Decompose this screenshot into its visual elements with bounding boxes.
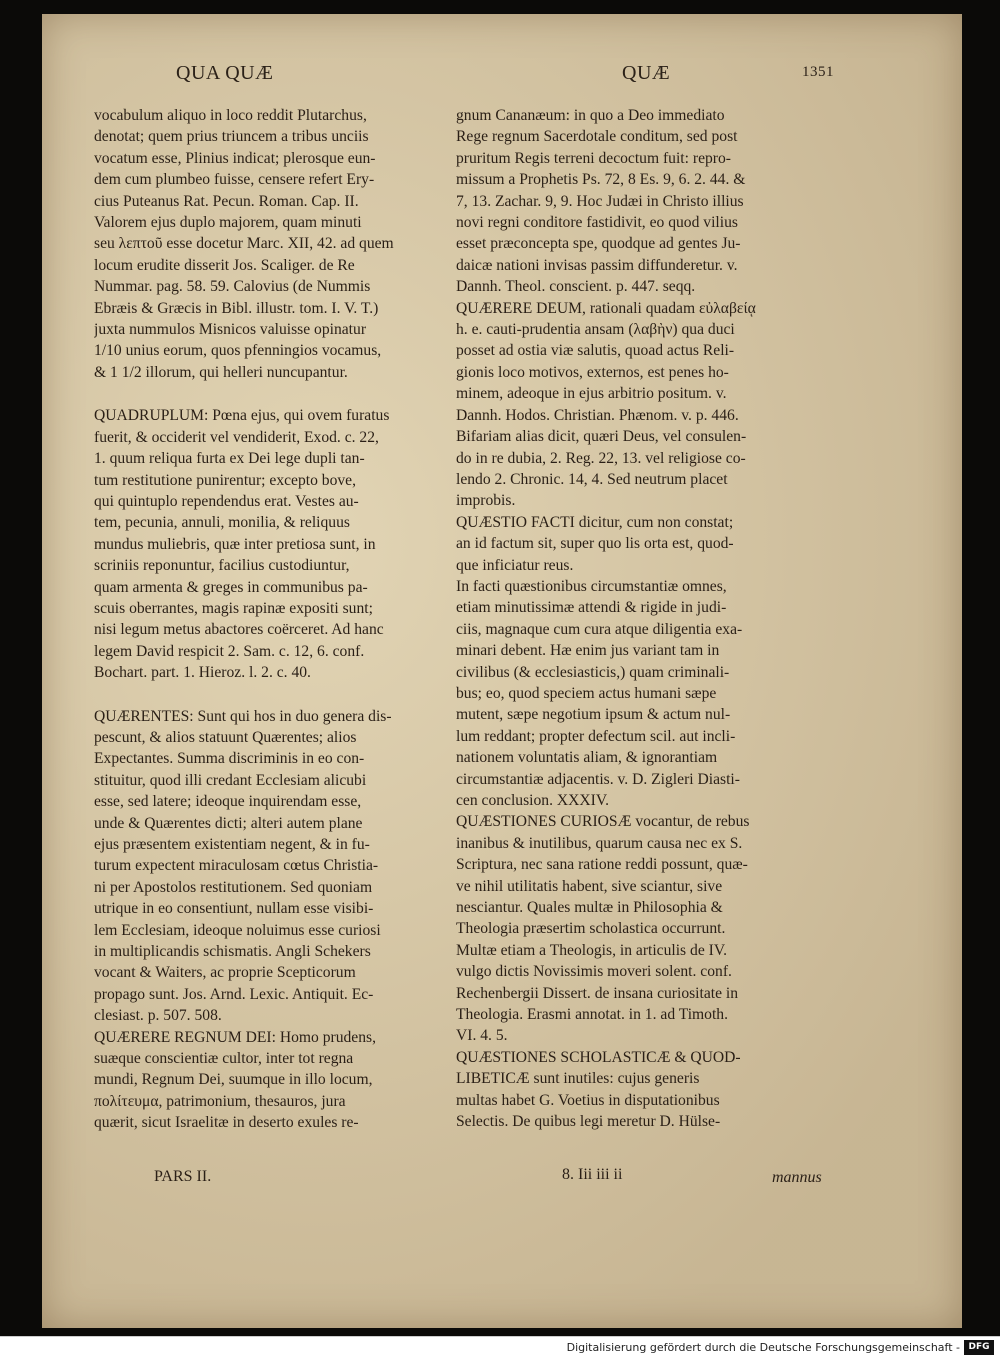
text-line: ejus præsentem existentiam negent, & in fu-: [94, 836, 370, 853]
signature-mark: 8. Iii iii ii: [562, 1166, 623, 1183]
text-line: quam armenta & greges in communibus pa-: [94, 578, 368, 596]
text-line: Rege regnum Sacerdotale conditum, sed post: [456, 128, 738, 146]
text-line: an id factum sit, super quo lis orta est, quod-: [456, 535, 734, 553]
text-line: vulgo dictis Novissimis moveri solent. conf.: [456, 963, 732, 981]
text-line: scuis oberrantes, magis rapinæ expositi sunt;: [94, 599, 373, 617]
text-line: 7, 13. Zachar. 9, 9. Hoc Judæi in Christo illius: [456, 192, 744, 210]
text-line: Theologia præsertim scholastica occurrunt.: [456, 920, 726, 938]
text-line: VI. 4. 5.: [456, 1027, 508, 1045]
text-line: lem Ecclesiam, ideoque noluimus esse curiosi: [94, 921, 381, 939]
text-line: turum expectent miraculosam cœtus Christia-: [94, 857, 379, 875]
right-text-column: [456, 105, 850, 1133]
text-line: gionis loco motivos, externos, est penes ho-: [456, 363, 729, 381]
text-line: quærit, sicut Israelitæ in deserto exules re-: [94, 1114, 359, 1132]
text-line: etiam minutissimæ attendi & rigide in judi-: [456, 599, 727, 617]
text-line: locum erudite disserit Jos. Scaliger. de Re: [94, 256, 355, 274]
text-line: Theologia. Erasmi annotat. in 1. ad Timoth.: [456, 1006, 728, 1024]
text-line: utrique in eo consentiunt, nullam esse visibi-: [94, 900, 374, 918]
text-line: 1/10 unius eorum, quos pfenningios vocamus,: [94, 342, 382, 360]
text-line: propago sunt. Jos. Arnd. Lexic. Antiquit. Ec-: [94, 985, 374, 1003]
text-line: missum a Prophetis Ps. 72, 8 Es. 9, 6. 2. 44. &: [456, 171, 746, 189]
text-line: & 1 1/2 illorum, qui helleri nuncupantur.: [94, 363, 348, 381]
text-line: tem, pecunia, annuli, monilia, & reliquus: [94, 514, 350, 532]
text-line: Nummar. pag. 58. 59. Calovius (de Nummis: [94, 278, 371, 296]
text-line: LIBETICÆ sunt inutiles: cujus generis: [456, 1070, 700, 1088]
text-line: ni per Apostolos restitutionem. Sed quoniam: [94, 878, 373, 896]
text-line: vocant & Waiters, ac proprie Scepticorum: [94, 964, 356, 982]
text-line: Valorem ejus duplo majorem, quam minuti: [94, 214, 362, 232]
text-line: bus; eo, quod speciem actus humani sæpe: [456, 684, 717, 702]
text-line: ve nihil utilitatis habent, sive sciantur, sive: [456, 877, 723, 895]
text-line: scriniis reponuntur, facilius custodiuntur,: [94, 557, 350, 575]
text-line: minari debent. Hæ enim jus variant tam in: [456, 642, 720, 660]
text-line: gnum Cananæum: in quo a Deo immediato: [456, 107, 725, 124]
running-head-right: QUÆ: [622, 62, 671, 84]
text-line: Dannh. Hodos. Christian. Phænom. v. p. 446.: [456, 406, 739, 424]
text-line: cen conclusion. XXXIV.: [456, 792, 610, 809]
text-line: lendo 2. Chronic. 14, 4. Sed neutrum placet: [456, 470, 728, 488]
text-line: esse, sed latere; ideoque inquirendam esse,: [94, 793, 362, 811]
text-line: cius Puteanus Rat. Pecun. Roman. Cap. II.: [94, 192, 359, 210]
text-line: Selectis. De quibus legi meretur D. Hülse-: [456, 1113, 721, 1131]
text-line: esset præconcepta spe, quodque ad gentes Ju-: [456, 235, 741, 253]
paragraph-gap: [94, 383, 488, 405]
text-line: minem, adeoque in ejus arbitrio positum. v.: [456, 385, 727, 403]
text-line: posset ad ostia viæ salutis, quoad actus Reli-: [456, 342, 735, 360]
text-line: ciis, magnaque cum cura atque diligentia exa-: [456, 620, 743, 638]
text-line: seu λεπτοῦ esse docetur Marc. XII, 42. ad quem: [94, 235, 394, 253]
text-line: inanibus & inutilibus, quarum causa nec ex S.: [456, 834, 743, 852]
text-line: QUÆRERE REGNUM DEI: Homo prudens,: [94, 1028, 376, 1046]
text-line: stituitur, quod illi credant Ecclesiam alicubi: [94, 771, 367, 789]
running-head-left: QUA QUÆ: [176, 62, 274, 84]
text-line: Multæ etiam a Theologis, in articulis de IV.: [456, 941, 727, 959]
text-line: QUÆSTIO FACTI dicitur, cum non constat;: [456, 513, 734, 531]
text-line: QUÆRERE DEUM, rationali quadam εὐλαβείᾳ: [456, 299, 756, 317]
text-line: nesciantur. Quales multæ in Philosophia &: [456, 899, 723, 917]
text-line: legem David respicit 2. Sam. c. 12, 6. conf.: [94, 642, 365, 660]
text-line: πολίτευμα, patrimonium, thesauros, jura: [94, 1092, 346, 1110]
text-line: denotat; quem prius triuncem a tribus unciis: [94, 128, 369, 146]
text-line: QUADRUPLUM: Pœna ejus, qui ovem furatus: [94, 407, 390, 425]
text-line: multas habet G. Voetius in disputationibus: [456, 1091, 720, 1109]
text-line: fuerit, & occiderit vel vendiderit, Exod. c. 22,: [94, 428, 379, 446]
text-line: Ebræis & Græcis in Bibl. illustr. tom. I. V. T.): [94, 299, 379, 317]
text-line: do in re dubia, 2. Reg. 22, 13. vel religiose co-: [456, 449, 746, 467]
text-line: dem cum plumbeo fuisse, censere refert Ery-: [94, 171, 375, 189]
text-line: Expectantes. Summa discriminis in eo con-: [94, 750, 365, 768]
signature-pars: PARS II.: [154, 1168, 212, 1185]
text-line: mutent, sæpe negotium ipsum & actum nul-: [456, 706, 731, 724]
text-line: 1. quum reliqua furta ex Dei lege dupli tan-: [94, 450, 365, 468]
text-line: Rechenbergii Dissert. de insana curiositate in: [456, 984, 739, 1002]
text-line: civilibus (& ecclesiasticis,) quam criminali-: [456, 663, 730, 681]
text-line: circumstantiæ adjacentis. v. D. Zigleri Diasti-: [456, 770, 740, 788]
text-line: Dannh. Theol. conscient. p. 447. seqq.: [456, 278, 696, 296]
text-line: qui quintuplo rependendus erat. Vestes au-: [94, 492, 359, 510]
text-line: que inficiatur reus.: [456, 556, 574, 574]
text-line: QUÆSTIONES CURIOSÆ vocantur, de rebus: [456, 813, 750, 831]
text-line: h. e. cauti-prudentia ansam (λαβὴν) qua duci: [456, 321, 735, 339]
text-line: improbis.: [456, 492, 516, 510]
footer-bar: [0, 1336, 1000, 1359]
funding-notice: Digitalisierung gefördert durch die Deutsche Forschungsgemeinschaft -: [566, 1341, 960, 1354]
text-line: pescunt, & alios statuunt Quærentes; alios: [94, 728, 357, 746]
book-page: [42, 14, 962, 1328]
text-line: In facti quæstionibus circumstantiæ omnes,: [456, 577, 727, 595]
text-line: QUÆSTIONES SCHOLASTICÆ & QUOD-: [456, 1048, 741, 1066]
text-line: juxta nummulos Misnicos valuisse opinatur: [94, 321, 367, 339]
text-line: tum restitutione punirentur; excepto bove,: [94, 471, 356, 489]
text-line: mundi, Regnum Dei, suumque in illo locum,: [94, 1071, 373, 1089]
text-line: Scriptura, nec sana ratione reddi possunt, quæ-: [456, 856, 748, 874]
text-line: Bifariam alias dicit, quæri Deus, vel consulen-: [456, 428, 747, 446]
catchword: mannus: [772, 1169, 822, 1186]
text-line: unde & Quærentes dicti; alteri autem plane: [94, 814, 363, 832]
text-line: vocabulum aliquo in loco reddit Plutarchus,: [94, 107, 367, 124]
text-line: nationem voluntatis aliam, & ignorantiam: [456, 749, 718, 767]
dfg-logo-icon: DFG: [964, 1340, 994, 1355]
page-number: 1351: [802, 64, 834, 80]
text-line: novi regni conditore fastidivit, eo quod vilius: [456, 214, 738, 232]
text-line: daicæ nationi invisas passim diffunderetur. v.: [456, 256, 738, 274]
text-line: in multiplicandis schismatis. Angli Schekers: [94, 943, 371, 961]
text-line: suæque conscientiæ cultor, inter tot regna: [94, 1050, 354, 1068]
text-line: QUÆRENTES: Sunt qui hos in duo genera dis-: [94, 707, 392, 725]
text-line: Bochart. part. 1. Hieroz. l. 2. c. 40.: [94, 664, 311, 682]
left-text-column: [94, 105, 488, 1134]
text-line: clesiast. p. 507. 508.: [94, 1007, 222, 1025]
text-line: lum reddant; propter defectum scil. aut incli-: [456, 727, 736, 745]
text-line: vocatum esse, Plinius indicat; plerosque eun-: [94, 149, 376, 167]
text-line: pruritum Regis terreni decoctum fuit: repro-: [456, 149, 731, 167]
text-line: nisi legum metus abactores coërceret. Ad hanc: [94, 621, 384, 639]
paragraph-gap: [94, 684, 488, 706]
text-line: mundus muliebris, quæ inter pretiosa sunt, in: [94, 535, 376, 553]
